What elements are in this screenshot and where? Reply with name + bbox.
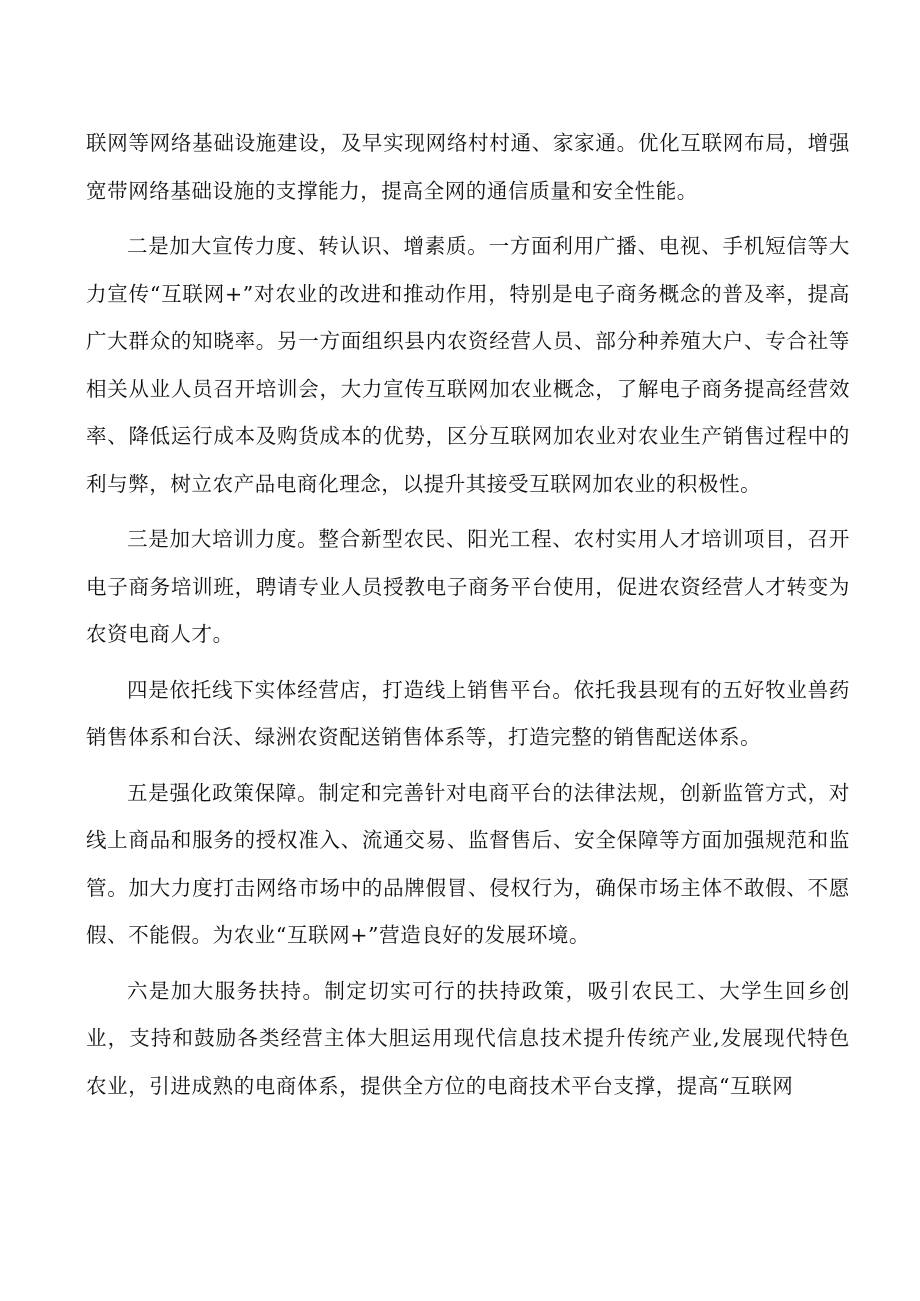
paragraph-publicity: 二是加大宣传力度、转认识、增素质。一方面利用广播、电视、手机短信等大力宣传“互联网+”对农业的改进和推动作用，特别是电子商务概念的普及率，提高广大群众的知晓率。另一方面组织县内农资经营人员、部分种养殖大户、专合社等相关从业人员召开培训会，大力宣传互联网加农业概念，了解电子商务提高经营效率、降低运行成本及购货成本的优势，区分互联网加农业对农业生产销售过程中的利与弊，树立农产品电商化理念，以提升其接受互联网加农业的积极性。: [86, 234, 850, 496]
paragraph-service-support: 六是加大服务扶持。制定切实可行的扶持政策，吸引农民工、大学生回乡创业，支持和鼓励各类经营主体大胆运用现代信息技术提升传统产业,发展现代特色农业，引进成熟的电商体系，提供全方位的电商技术平台支撑，提高“互联网: [86, 978, 850, 1098]
paragraph-training: 三是加大培训力度。整合新型农民、阳光工程、农村实用人才培训项目，召开电子商务培训班，聘请专业人员授教电子商务平台使用，促进农资经营人才转变为农资电商人才。: [86, 527, 850, 646]
document-body: [86, 120, 850, 1118]
paragraph-policy-guarantee: 五是强化政策保障。制定和完善针对电商平台的法律法规，创新监管方式，对线上商品和服务的授权准入、流通交易、监督售后、安全保障等方面加强规范和监管。加大力度打击网络市场中的品牌假冒、侵权行为，确保市场主体不敢假、不愿假、不能假。为农业“互联网+”营造良好的发展环境。: [86, 780, 850, 947]
paragraph-continuation: 联网等网络基础设施建设，及早实现网络村村通、家家通。优化互联网布局，增强宽带网络基础设施的支撑能力，提高全网的通信质量和安全性能。: [86, 131, 850, 203]
paragraph-offline-stores: 四是依托线下实体经营店，打造线上销售平台。依托我县现有的五好牧业兽药销售体系和台沃、绿洲农资配送销售体系等，打造完整的销售配送体系。: [86, 677, 850, 749]
